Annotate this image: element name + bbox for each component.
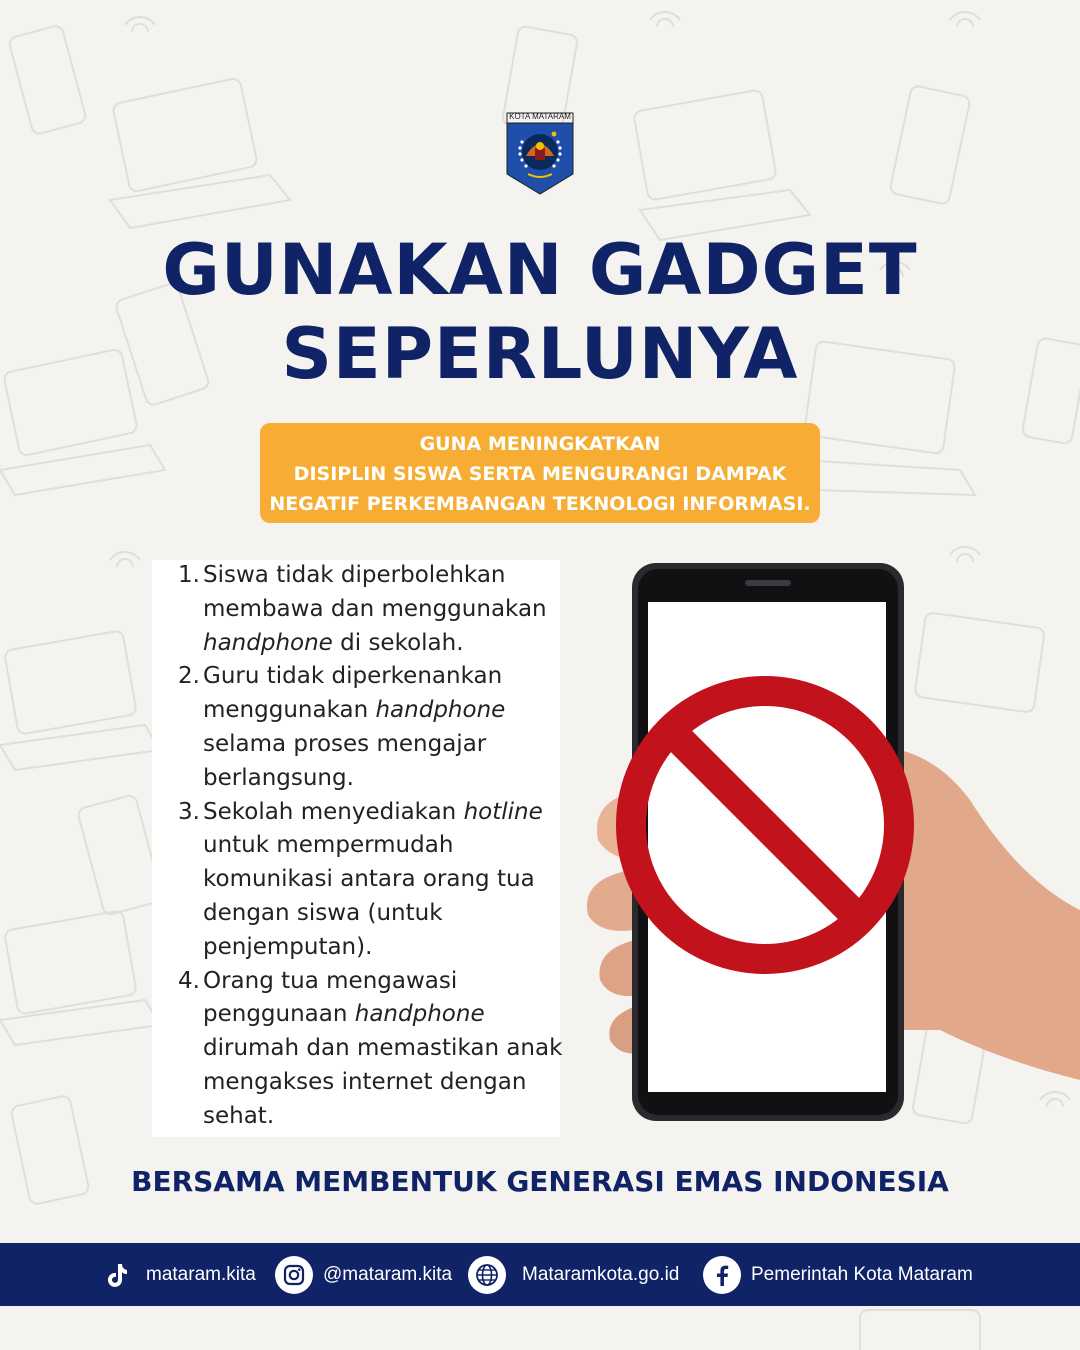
rule-number: 2. bbox=[178, 663, 200, 690]
pattern-laptop-icon bbox=[860, 1310, 980, 1350]
facebook-icon bbox=[703, 1256, 741, 1294]
rule-text: Sekolah menyediakan hotline untuk mempermudah komunikasi antara orang tua dengan siswa (untuk penjemputan). bbox=[203, 798, 543, 960]
facebook-link[interactable] bbox=[703, 1243, 973, 1306]
banner-line-3: NEGATIF PERKEMBANGAN TEKNOLOGI INFORMASI. bbox=[269, 493, 811, 515]
tiktok-handle: mataram.kita bbox=[146, 1263, 256, 1285]
title-line-1: GUNAKAN GADGET bbox=[162, 229, 918, 311]
pattern-wifi-icon bbox=[125, 17, 155, 32]
rule-item bbox=[178, 796, 568, 965]
pattern-phone-icon bbox=[889, 85, 971, 205]
rule-item bbox=[178, 559, 568, 660]
website-url: Mataramkota.go.id bbox=[522, 1263, 680, 1285]
social-bar bbox=[0, 1243, 1080, 1306]
title-line-2: SEPERLUNYA bbox=[281, 313, 799, 395]
banner-line-1: GUNA MENINGKATKAN bbox=[419, 433, 661, 455]
pattern-laptop-icon bbox=[633, 89, 810, 240]
tiktok-link[interactable] bbox=[106, 1243, 256, 1306]
city-logo bbox=[506, 112, 574, 196]
website-link[interactable] bbox=[468, 1243, 679, 1306]
rule-text: Siswa tidak diperbolehkan membawa dan menggunakan handphone di sekolah. bbox=[203, 562, 547, 656]
pattern-wifi-icon bbox=[650, 12, 680, 27]
city-emblem-icon bbox=[506, 112, 574, 196]
rule-text: Orang tua mengawasi penggunaan handphone dirumah dan memastikan anak mengakses internet dengan sehat. bbox=[203, 967, 563, 1129]
rule-number: 4. bbox=[178, 967, 200, 994]
pattern-laptop-icon bbox=[0, 630, 160, 770]
rule-number: 1. bbox=[178, 562, 200, 588]
rule-item bbox=[178, 965, 568, 1134]
instagram-icon bbox=[275, 1256, 313, 1294]
pattern-laptop-icon bbox=[110, 77, 290, 228]
rules-list bbox=[178, 559, 568, 1134]
instagram-handle: @mataram.kita bbox=[323, 1263, 453, 1285]
page-title bbox=[0, 228, 1080, 396]
rule-text: Guru tidak diperkenankan menggunakan handphone selama proses mengajar berlangsung. bbox=[203, 663, 506, 791]
pattern-phone-icon bbox=[8, 24, 87, 135]
logo-caption: KOTA MATARAM bbox=[509, 112, 571, 121]
globe-icon bbox=[468, 1256, 506, 1294]
pattern-wifi-icon bbox=[110, 552, 140, 567]
pattern-laptop-icon bbox=[0, 910, 160, 1045]
pattern-phone-icon bbox=[77, 794, 163, 916]
tiktok-icon bbox=[106, 1260, 130, 1290]
phone-illustration bbox=[580, 560, 1080, 1130]
banner-line-2: DISIPLIN SISWA SERTA MENGURANGI DAMPAK bbox=[293, 463, 787, 485]
pattern-wifi-icon bbox=[950, 12, 980, 27]
purpose-banner bbox=[260, 423, 820, 523]
rule-number: 3. bbox=[178, 798, 200, 825]
instagram-link[interactable] bbox=[275, 1243, 452, 1306]
tagline: BERSAMA MEMBENTUK GENERASI EMAS INDONESIA bbox=[131, 1165, 949, 1198]
facebook-page: Pemerintah Kota Mataram bbox=[751, 1263, 973, 1285]
rule-item bbox=[178, 660, 568, 795]
